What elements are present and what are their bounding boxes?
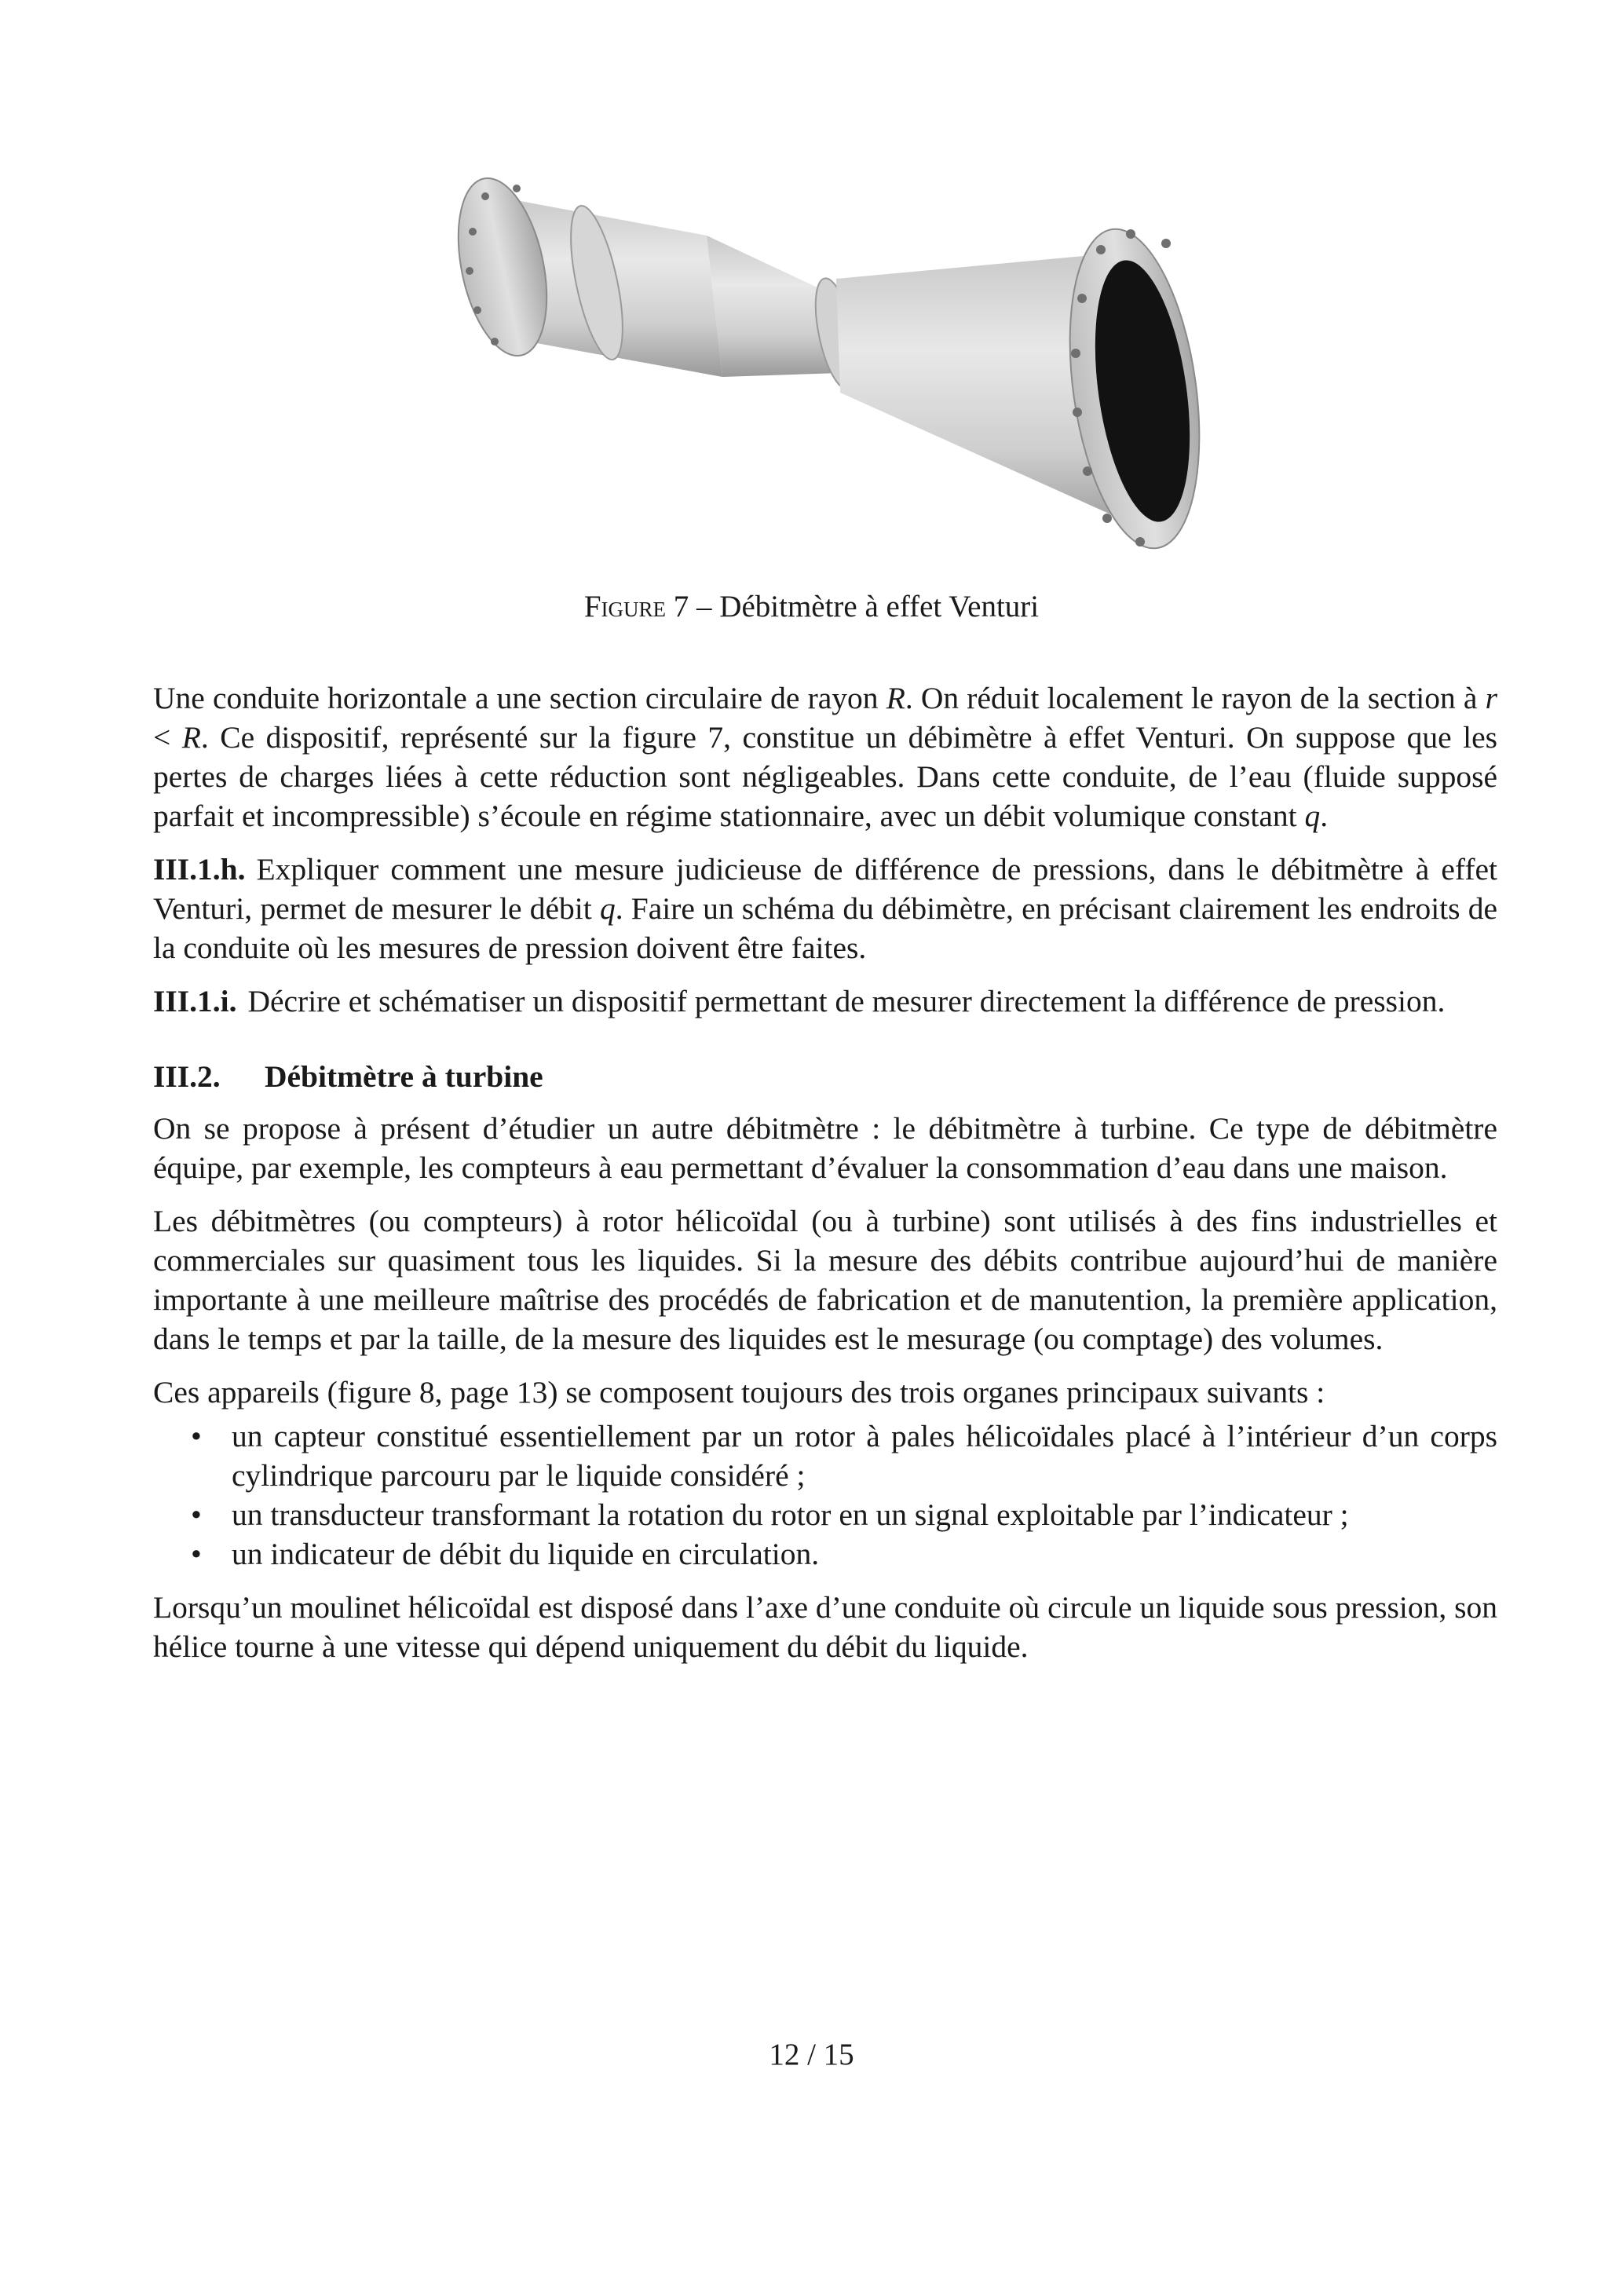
- paragraph: Ces appareils (figure 8, page 13) se composent toujours des trois organes principaux suivants :: [153, 1375, 1325, 1409]
- question-iii-1-i: III.1.i. Décrire et schématiser un dispositif permettant de mesurer directement la différence de pression.: [153, 984, 1446, 1018]
- intro-paragraph: Une conduite horizontale a une section circulaire de rayon R. On réduit localement le rayon de la section à r < R. Ce dispositif, représenté sur la figure 7, constitue un débimètre à effet Venturi. On suppose que les pertes de charges liées à cette réduction sont négligeables. Dans cette conduite, de l’eau (fluide supposé parfait et incompressible) s’écoule en régime stationnaire, avec un débit volumique constant q.: [153, 681, 1497, 833]
- figure-caption-text: – Débitmètre à effet Venturi: [696, 590, 1040, 623]
- question-iii-1-h: III.1.h. Expliquer comment une mesure judicieuse de différence de pressions, dans le débitmètre à effet Venturi, permet de mesurer le débit q. Faire un schéma du débimètre, en précisant clairement les endroits de la conduite où les mesures de pression doivent être faites.: [153, 852, 1497, 965]
- figure-caption: [0, 587, 1623, 627]
- figure-number: 7: [673, 590, 689, 623]
- paragraph: Lorsqu’un moulinet hélicoïdal est disposé dans l’axe d’une conduite où circule un liquide sous pression, son hélice tourne à une vitesse qui dépend uniquement du débit du liquide.: [153, 1590, 1497, 1664]
- list-item: • un indicateur de débit du liquide en circulation.: [232, 1534, 1497, 1574]
- document-body: [153, 678, 1497, 1680]
- list-item: • un capteur constitué essentiellement par un rotor à pales hélicoïdales placé à l’intérieur d’un corps cylindrique parcouru par le liquide considéré ;: [232, 1417, 1497, 1495]
- page-number: 12 / 15: [769, 2038, 854, 2071]
- paragraph: Les débitmètres (ou compteurs) à rotor hélicoïdal (ou à turbine) sont utilisés à des fins industrielles et commerciales sur quasiment tous les liquides. Si la mesure des débits contribue aujourd’hui de manière importante à une meilleure maîtrise des procédés de fabrication et de manutention, la première application, dans le temps et par la taille, de la mesure des liquides est le mesurage (ou comptage) des volumes.: [153, 1204, 1497, 1356]
- question-label: III.1.h.: [153, 852, 246, 887]
- figure-label: Figure: [583, 590, 667, 623]
- section-number: III.2.: [153, 1059, 221, 1094]
- question-label: III.1.i.: [153, 984, 237, 1018]
- venturi-meter-illustration: [424, 141, 1241, 581]
- list-item: • un transducteur transformant la rotation du rotor en un signal exploitable par l’indicateur ;: [232, 1495, 1497, 1534]
- components-list: [153, 1417, 1497, 1574]
- section-title: Débitmètre à turbine: [265, 1059, 543, 1094]
- paragraph: On se propose à présent d’étudier un autre débitmètre : le débitmètre à turbine. Ce type de débitmètre équipe, par exemple, les compteurs à eau permettant d’évaluer la consommation d’eau dans une maison.: [153, 1111, 1497, 1185]
- section-heading: [153, 1057, 1497, 1096]
